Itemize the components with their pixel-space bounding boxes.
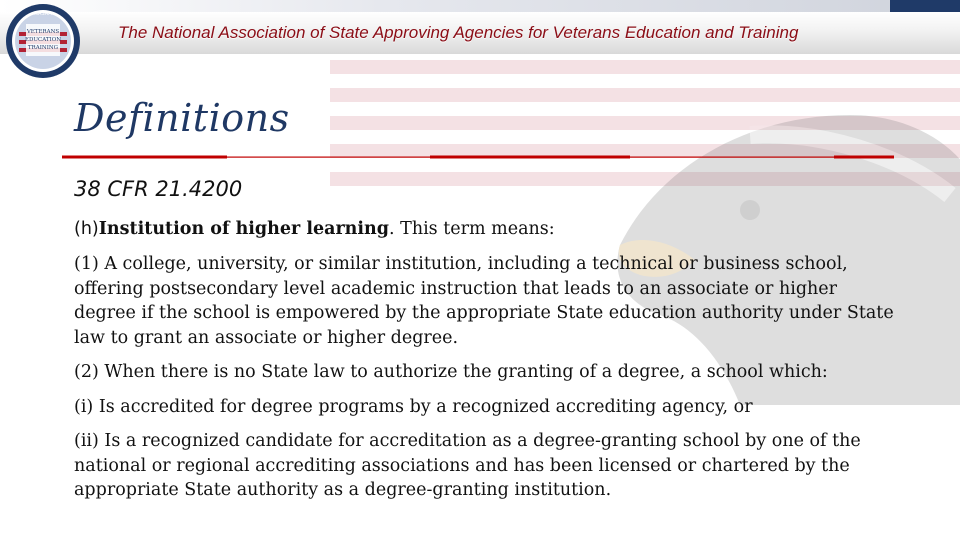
paragraph-1: (1) A college, university, or similar institution, including a technical or business school, offering postsecondary level academic instruction that leads to an associate or higher degree if the school is empowered by the appropriate State education authority under State law to grant an associate or higher degree. xyxy=(74,254,894,348)
definition-intro xyxy=(74,216,904,242)
regulation-citation: 38 CFR 21.4200 xyxy=(74,177,243,201)
definition-body xyxy=(74,216,904,513)
paragraph-2: (2) When there is no State law to authorize the granting of a degree, a school which: xyxy=(74,362,828,382)
page-title: Definitions xyxy=(74,96,290,140)
header-top-strip xyxy=(0,0,960,12)
logo-text-0: NASAA xyxy=(34,11,52,17)
logo-text-3: TRAINING xyxy=(27,45,59,51)
association-logo-icon xyxy=(4,2,82,80)
org-title: The National Association of State Approving Agencies for Veterans Education and Training xyxy=(118,23,799,42)
paragraph-4: (ii) Is a recognized candidate for accreditation as a degree-granting school by one of the national or regional accrediting associations and has been licensed or chartered by the appropriate State authority as a degree-granting institution. xyxy=(74,431,861,500)
header-bar xyxy=(0,0,960,64)
title-underline xyxy=(62,155,894,159)
paragraph-3: (i) Is accredited for degree programs by a recognized accrediting agency, or xyxy=(74,396,753,417)
intro-rest: . This term means: xyxy=(389,219,555,239)
logo-text-2: EDUCATION xyxy=(24,37,62,43)
logo-text-1: VETERANS xyxy=(26,29,60,35)
intro-term: Institution of higher learning xyxy=(98,219,390,239)
intro-prefix: (h) xyxy=(74,219,99,239)
